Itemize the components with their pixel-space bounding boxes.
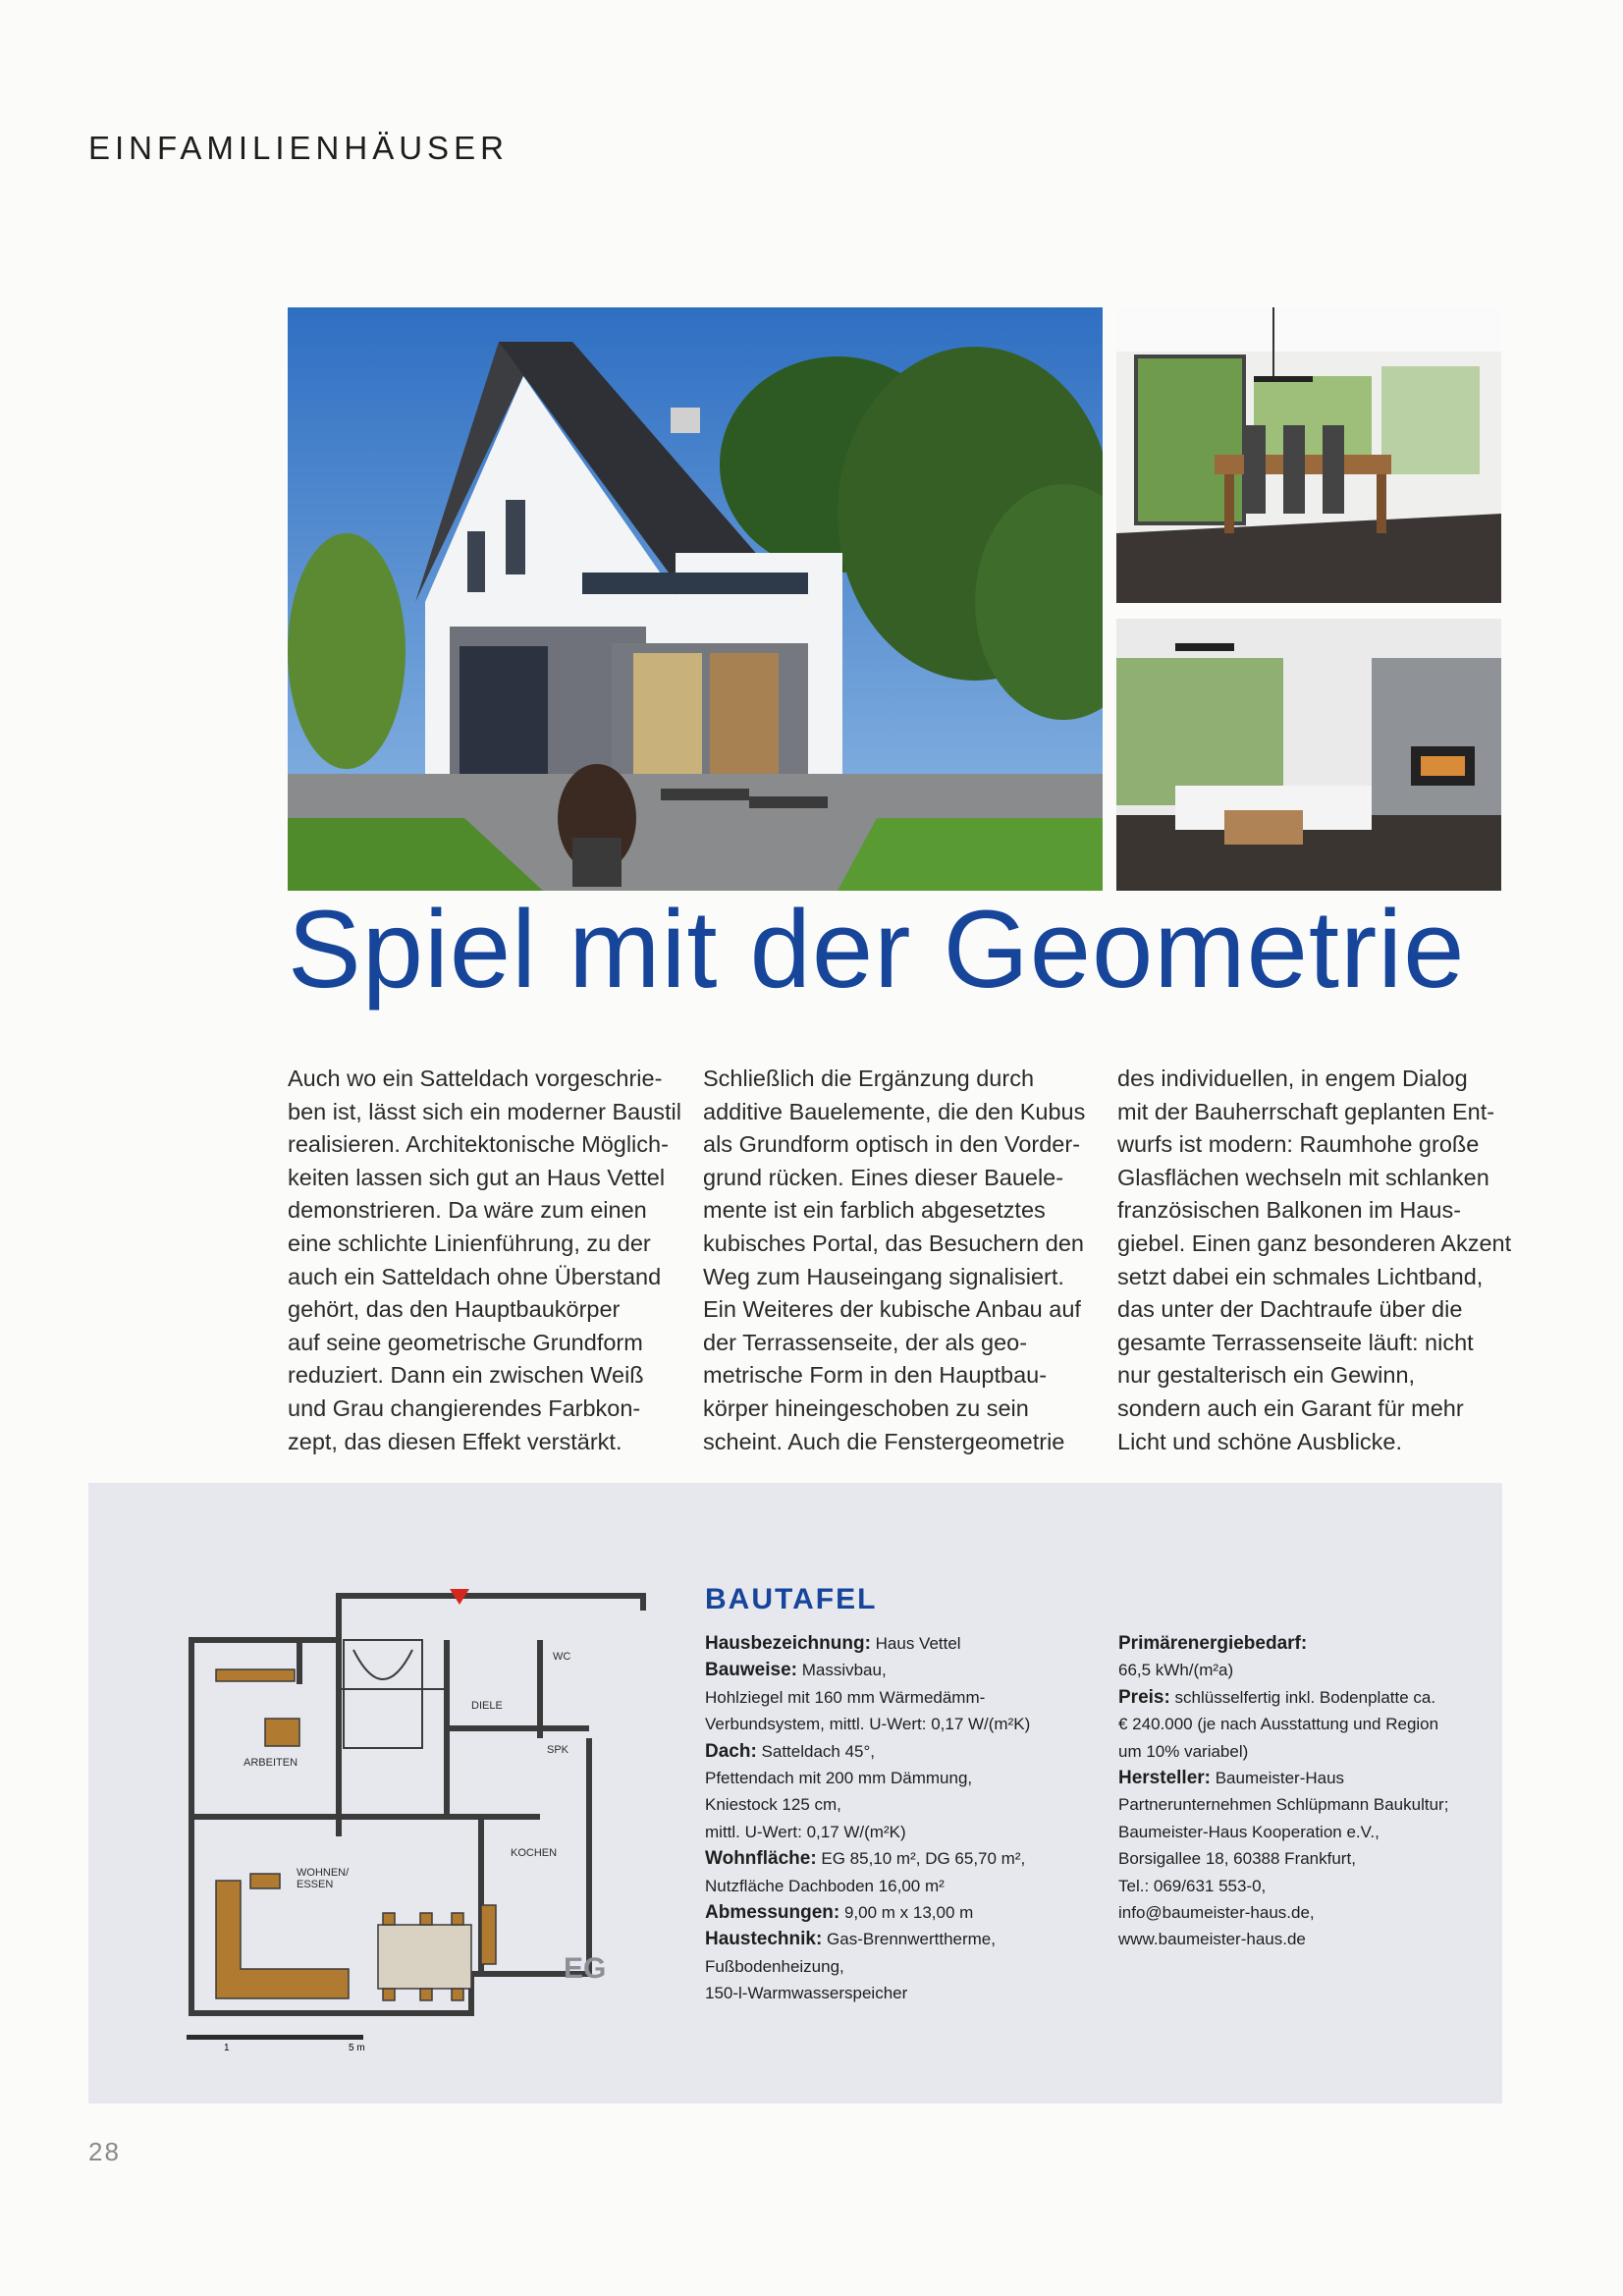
body-text-line: nur gestalterisch ein Gewinn, [1117, 1362, 1416, 1389]
body-text-line: keiten lassen sich gut an Haus Vettel [288, 1164, 666, 1190]
spec-value: 9,00 m x 13,00 m [839, 1903, 974, 1923]
spec-line [705, 1845, 1030, 1872]
spec-value: Haus Vettel [870, 1634, 961, 1653]
spec-value: 150-l-Warmwasserspeicher [705, 1984, 908, 2003]
body-column-1 [288, 1063, 680, 1458]
spec-value: Nutzfläche Dachboden 16,00 m² [705, 1876, 945, 1895]
svg-text:1: 1 [224, 2043, 230, 2052]
spec-value: Partnerunternehmen Schlüpmann Baukultur; [1118, 1795, 1449, 1815]
body-text-line: demonstrieren. Da wäre zum einen [288, 1197, 647, 1224]
body-text-line: kubisches Portal, das Besuchern den [703, 1230, 1084, 1256]
body-text-line: additive Bauelemente, die den Kubus [703, 1098, 1086, 1124]
spec-key: Wohnfläche: [705, 1848, 817, 1870]
spec-value: Kniestock 125 cm, [705, 1795, 841, 1815]
spec-value: mittl. U-Wert: 0,17 W/(m²K) [705, 1822, 906, 1841]
spec-value: info@baumeister-haus.de, [1118, 1903, 1315, 1923]
headline: Spiel mit der Geometrie [288, 888, 1466, 1011]
spec-line [705, 1630, 1030, 1657]
body-text-line: grund rücken. Eines dieser Bauele- [703, 1164, 1064, 1190]
body-text-line: setzt dabei ein schmales Lichtband, [1117, 1263, 1484, 1289]
spec-value: 66,5 kWh/(m²a) [1118, 1661, 1234, 1680]
spec-key: Hausbezeichnung: [705, 1633, 871, 1654]
body-text-line: eine schlichte Linienführung, zu der [288, 1230, 651, 1256]
bautafel-title: BAUTAFEL [705, 1583, 878, 1615]
floor-plan [187, 1581, 756, 2052]
spec-line [1118, 1926, 1448, 1952]
body-text-line: und Grau changierendes Farbkon- [288, 1394, 641, 1421]
spec-line [705, 1980, 1030, 2006]
spec-value: Pfettendach mit 200 mm Dämmung, [705, 1769, 973, 1788]
spec-value: Satteldach 45°, [756, 1741, 876, 1761]
spec-value: um 10% variabel) [1118, 1741, 1249, 1761]
body-text-line: Ein Weiteres der kubische Anbau auf [703, 1296, 1081, 1323]
spec-value: EG 85,10 m², DG 65,70 m², [816, 1849, 1026, 1869]
spec-value: Gas-Brennwerttherme, [822, 1930, 996, 1949]
scale-bar [187, 2035, 365, 2052]
room-label-kochen: KOCHEN [511, 1847, 558, 1859]
body-text-line: gehört, das den Hauptbaukörper [288, 1296, 621, 1323]
spec-key: Primärenergiebedarf: [1118, 1633, 1308, 1654]
body-text-line: mente ist ein farblich abgesetztes [703, 1197, 1046, 1224]
body-text-line: Schließlich die Ergänzung durch [703, 1066, 1035, 1091]
body-text-line: ben ist, lässt sich ein moderner Baustil [288, 1098, 681, 1124]
spec-line [705, 1819, 1030, 1845]
spec-line [1118, 1630, 1448, 1657]
body-text-line: auf seine geometrische Grundform [288, 1329, 643, 1355]
page-number: 28 [88, 2137, 121, 2166]
spec-key: Abmessungen: [705, 1902, 840, 1924]
spec-line [1118, 1657, 1448, 1683]
spec-key: Haustechnik: [705, 1929, 823, 1950]
spec-line [705, 1711, 1030, 1737]
body-text-line: Auch wo ein Satteldach vorgeschrie- [288, 1066, 663, 1091]
body-text-line: auch ein Satteldach ohne Überstand [288, 1263, 662, 1289]
spec-line [1118, 1738, 1448, 1765]
spec-key: Preis: [1118, 1686, 1170, 1708]
spec-line [705, 1657, 1030, 1683]
spec-key: Dach: [705, 1740, 757, 1762]
living-room-photo [1116, 619, 1501, 891]
body-text-line: als Grundform optisch in den Vorder- [703, 1131, 1081, 1158]
spec-value: Baumeister-Haus Kooperation e.V., [1118, 1822, 1380, 1841]
spec-line [705, 1791, 1030, 1818]
spec-line [1118, 1819, 1448, 1845]
body-text-line: gesamte Terrassenseite läuft: nicht [1117, 1329, 1474, 1355]
spec-value: Borsigallee 18, 60388 Frankfurt, [1118, 1849, 1356, 1869]
body-text-line: zept, das diesen Effekt verstärkt. [288, 1428, 622, 1454]
spec-line [705, 1684, 1030, 1711]
spec-line [705, 1926, 1030, 1952]
room-label-wc: WC [553, 1651, 571, 1663]
spec-line [1118, 1899, 1448, 1926]
bautafel-box [88, 1483, 1502, 2104]
body-text-line: das unter der Dachtraufe über die [1117, 1296, 1463, 1323]
svg-text:5 m: 5 m [349, 2043, 365, 2052]
spec-line [1118, 1791, 1448, 1818]
room-label-wohnen: WOHNEN/ [297, 1867, 350, 1879]
spec-value: Fußbodenheizung, [705, 1956, 844, 1976]
section-label: EINFAMILIENHÄUSER [88, 130, 509, 166]
spec-value: Verbundsystem, mittl. U-Wert: 0,17 W/(m²K) [705, 1715, 1031, 1734]
body-text-line: giebel. Einen ganz besonderen Akzent [1117, 1230, 1512, 1256]
body-text-line: mit der Bauherrschaft geplanten Ent- [1117, 1098, 1495, 1124]
floor-label: EG [564, 1952, 607, 1985]
spec-value: Baumeister-Haus [1211, 1769, 1345, 1788]
room-label-diele: DIELE [471, 1700, 503, 1712]
body-text-line: der Terrassenseite, der als geo- [703, 1329, 1028, 1355]
body-text-line: Licht und schöne Ausblicke. [1117, 1428, 1403, 1454]
body-text-line: körper hineingeschoben zu sein [703, 1394, 1029, 1421]
spec-line [1118, 1845, 1448, 1872]
body-column-3 [1117, 1063, 1510, 1458]
body-text-line: Weg zum Hauseingang signalisiert. [703, 1263, 1064, 1289]
body-text-line: reduziert. Dann ein zwischen Weiß [288, 1362, 644, 1389]
room-label-arbeiten: ARBEITEN [243, 1757, 298, 1769]
spec-value: € 240.000 (je nach Ausstattung und Region [1118, 1715, 1439, 1734]
spec-value: Tel.: 069/631 553-0, [1118, 1876, 1267, 1895]
spec-line [705, 1873, 1030, 1899]
spec-line [705, 1738, 1030, 1765]
spec-list-left [705, 1630, 1030, 2007]
body-text-line: sondern auch ein Garant für mehr [1117, 1394, 1464, 1421]
dining-room-photo [1116, 307, 1501, 603]
body-text-line: des individuellen, in engem Dialog [1117, 1066, 1468, 1091]
spec-value: schlüsselfertig inkl. Bodenplatte ca. [1169, 1687, 1436, 1707]
room-label-essen: ESSEN [297, 1879, 334, 1890]
spec-value: Massivbau, [796, 1661, 887, 1680]
body-text-line: französischen Balkonen im Haus- [1117, 1197, 1462, 1224]
spec-line [1118, 1711, 1448, 1737]
spec-line [1118, 1684, 1448, 1711]
spec-value: www.baumeister-haus.de [1118, 1930, 1306, 1949]
spec-value: Hohlziegel mit 160 mm Wärmedämm- [705, 1687, 986, 1707]
body-text-line: wurfs ist modern: Raumhohe große [1117, 1131, 1480, 1158]
spec-line [705, 1953, 1030, 1980]
body-text-line: scheint. Auch die Fenstergeometrie [703, 1428, 1065, 1454]
room-label-spk: SPK [547, 1744, 569, 1756]
body-text-line: Glasflächen wechseln mit schlanken [1117, 1164, 1489, 1190]
spec-key: Bauweise: [705, 1660, 797, 1681]
body-text-line: realisieren. Architektonische Möglich- [288, 1131, 669, 1158]
spec-list-right [1118, 1630, 1448, 1953]
spec-line [705, 1899, 1030, 1926]
spec-line [705, 1765, 1030, 1791]
spec-line [1118, 1765, 1448, 1791]
body-column-2 [703, 1063, 1096, 1458]
spec-line [1118, 1873, 1448, 1899]
body-text-line: metrische Form in den Hauptbau- [703, 1362, 1048, 1389]
house-exterior-photo [288, 307, 1103, 891]
spec-key: Hersteller: [1118, 1768, 1211, 1789]
